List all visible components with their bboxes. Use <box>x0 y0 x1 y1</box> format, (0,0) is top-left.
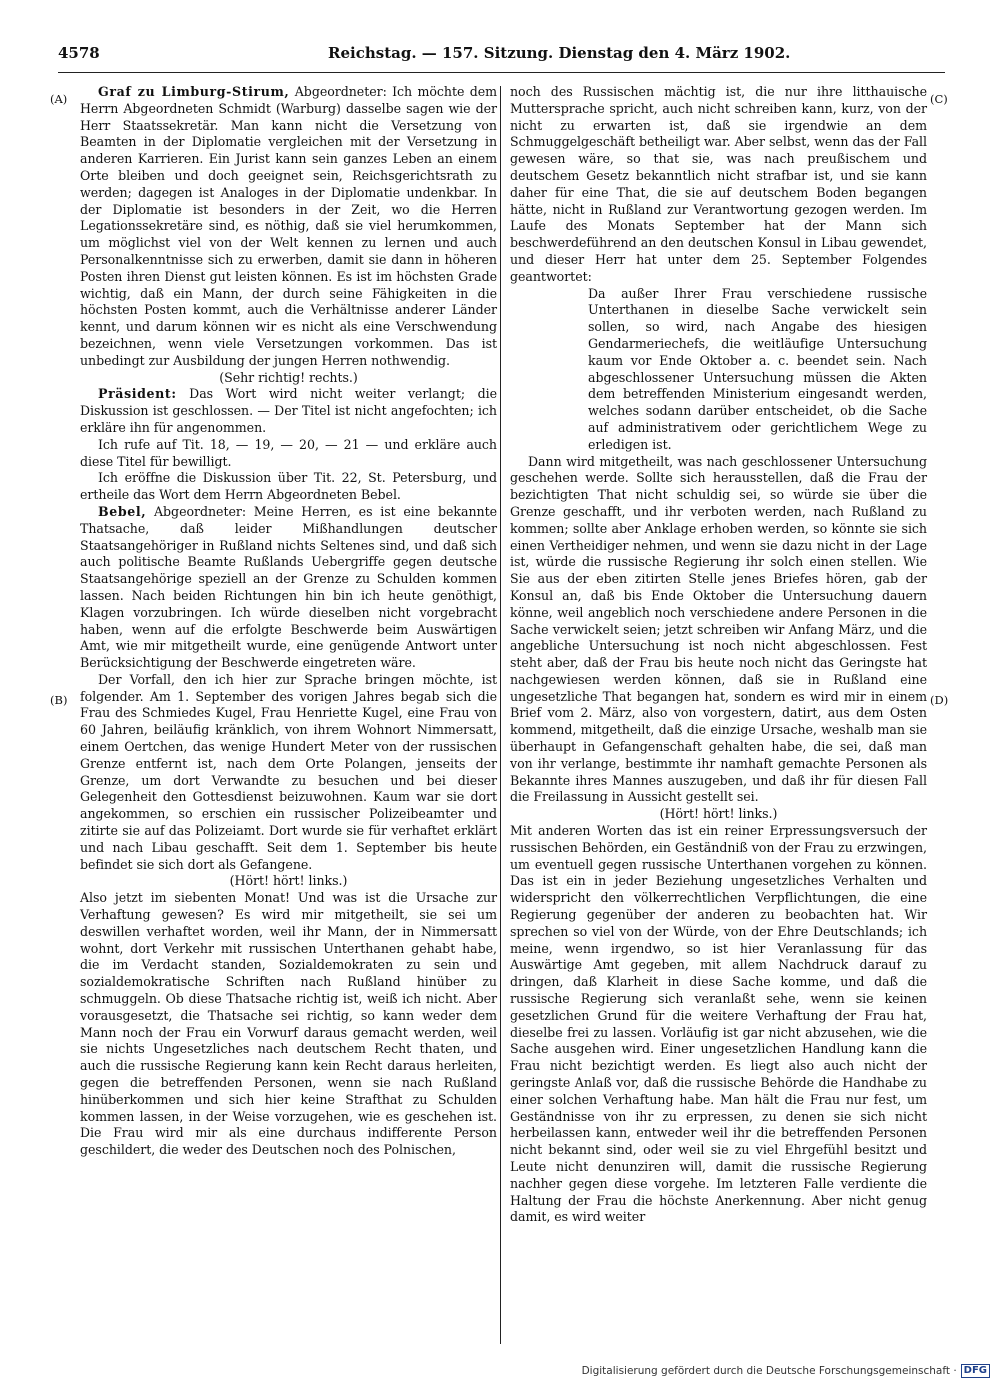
paragraph: Ich eröffne die Diskussion über Tit. 22, St. Petersburg, und ertheile das Wort dem Herrn Abgeordneten Bebel. <box>80 470 497 503</box>
margin-marker-b: (B) <box>50 693 68 707</box>
left-column <box>80 84 497 1159</box>
paragraph: noch des Russischen mächtig ist, die nur ihre litthauische Muttersprache spricht, auch nicht schreiben kann, kurz, von der nicht zu erwarten ist, daß sie irgendwie an dem Schmuggelgeschäft betheiligt war. Aber selbst, wenn das der Fall gewesen wäre, so that sie, was nach preußischem und deutschem Gesetz bekanntlich nicht strafbar ist, und sie kann daher für eine That, die sie auf deutschem Boden begangen hätte, nicht in Rußland zur Verantwortung gezogen werden. Im Laufe des Monats September hat der Mann sich beschwerdeführend an den deutschen Konsul in Libau gewendet, und dieser Herr hat unter dem 25. September Folgendes geantwortet: <box>510 84 927 284</box>
paragraph: Dann wird mitgetheilt, was nach geschlossener Untersuchung geschehen werde. Sollte sich herausstellen, daß die Frau der bezichtigten That nicht schuldig sei, so würde sie über die Grenze geschafft, und ihr verboten werden, nach Rußland zu kommen; sollte aber Anklage erhoben werden, so könnte sie sich einen Vertheidiger nehmen, und wenn sie dazu nicht in der Lage ist, würde die russische Regierung ihr solch einen stellen. Wie Sie aus der eben zitirten Stelle jenes Briefes hören, gab der Konsul an, daß bis Ende Oktober die Untersuchung dauern könne, weil angeblich noch verschiedene andere Personen in die Sache verwickelt seien; jetzt schreiben wir Anfang März, und die angebliche Untersuchung ist noch nicht abgeschlossen. Fest steht aber, daß der Frau bis heute noch nicht das Geringste hat nachgewiesen werden können, daß sie in Rußland eine ungesetzliche That begangen hat, sondern es wird mir in einem Brief vom 2. März, also von vorgestern, datirt, aus dem Osten kommend, mitgetheilt, daß die einzige Ursache, weshalb man sie überhaupt in Gefangenschaft gehalten habe, die sei, daß man von ihr verlange, bestimmte ihr namhaft gemachte Personen als Bekannte ihres Mannes auszugeben, und daß ihr für diesen Fall die Freilassung in Aussicht gestellt sei. <box>510 453 927 805</box>
dfg-logo: DFG <box>961 1364 990 1378</box>
column-divider <box>500 86 501 1344</box>
speaker-name: Bebel, <box>98 503 147 519</box>
footer-text: Digitalisierung gefördert durch die Deutsche Forschungsgemeinschaft · <box>581 1365 957 1377</box>
paragraph: Also jetzt im siebenten Monat! Und was ist die Ursache zur Verhaftung gewesen? Es wird mir mitgetheilt, sie sei um deswillen verhaftet worden, weil ihr Mann, der in Nimmersatt wohnt, dort Verkehr mit russischen Unterthanen gehabt habe, die im Verdacht standen, Sozialdemokraten zu sein und sozialdemokratische Schriften nach Rußland hinüber zu schmuggeln. Ob diese Thatsache richtig ist, weiß ich nicht. Aber vorausgesetzt, die Thatsache sei richtig, so kann weder dem Mann noch der Frau ein Vorwurf daraus gemacht werden, weil sie nichts Ungesetzliches nach deutschem Recht thaten, und auch die russische Regierung kann kein Recht daraus herleiten, gegen die betreffenden Personen, wenn sie nach Rußland hinüberkommen und sich hier keine Strafthat zu Schulden kommen lassen, in der Weise vorzugehen, wie es geschehen ist. Die Frau wird mir als eine durchaus indifferente Person geschildert, die weder des Deutschen noch des Polnischen, <box>80 890 497 1158</box>
page-number: 4578 <box>58 44 100 62</box>
paragraph <box>80 386 497 436</box>
margin-marker-a: (A) <box>50 92 68 106</box>
quoted-letter: Da außer Ihrer Frau verschiedene russische Unterthanen in dieselbe Sache verwickelt sein sollen, so wird, nach Angabe des hiesigen Gendarmeriechefs, die weitläufige Untersuchung kaum vor Ende Oktober a. c. beendet sein. Nach abgeschlossener Untersuchung müssen die Akten dem betreffenden Ministerium eingesandt werden, welches sodann darüber entscheidet, ob die Sache auf administrativem oder gerichtlichem Wege zu erledigen ist. <box>588 285 927 452</box>
interjection: (Sehr richtig! rechts.) <box>219 369 358 385</box>
margin-marker-c: (C) <box>930 92 948 106</box>
paragraph-text: Das Wort wird nicht weiter verlangt; die Diskussion ist geschlossen. — Der Titel ist nicht angefochten; ich erkläre ihn für angenommen. <box>80 386 497 435</box>
paragraph-text: Abgeordneter: Meine Herren, es ist eine bekannte Thatsache, daß leider Mißhandlungen deutscher Staatsangehöriger in Rußland nichts Seltenes sind, und daß sich auch politische Beamte Rußlands Uebergriffe gegen deutsche Staatsangehörige speziell an der Grenze zu Schulden kommen lassen. Nach beiden Richtungen hin bin ich heute genöthigt, Klagen vorzubringen. Ich würde dieselben nicht vorgebracht haben, wenn auf die erfolgte Beschwerde beim Auswärtigen Amt, wie mir mitgetheilt wurde, eine genügende Antwort unter Berücksichtigung der Beschwerde eingetreten wäre. <box>80 503 497 671</box>
speaker-name: Präsident: <box>98 386 177 402</box>
paragraph-text: Abgeordneter: Ich möchte dem Herrn Abgeordneten Schmidt (Warburg) dasselbe sagen wie der Herr Staatssekretär. Man kann nicht die Versetzung von Beamten in der Diplomatie vergleichen mit der Versetzung in anderen Karrieren. Ein Jurist kann sein ganzes Leben an einem Orte bleiben und doch geeignet sein, Reichsgerichtsrath zu werden; dagegen ist Analoges in der Diplomatie undenkbar. In der Diplomatie ist besonders in der Zeit, wo die Herren Legationssekretäre sind, es nöthig, daß sie viel herumkommen, um möglichst viel von der Welt kennen zu lernen und auch Personalkenntnisse sich zu erwerben, damit sie dann in höheren Posten ihren Dienst gut leisten können. Es ist im höchsten Grade wichtig, daß ein Mann, der durch seine Fähigkeiten in die höchsten Posten kommt, auch die Verhältnisse anderer Länder kennt, und darum können wir es nicht als eine Verschwendung bezeichnen, wenn viele Versetzungen vorkommen. Das ist unbedingt zur Ausbildung der jungen Herren nothwendig. <box>80 84 498 368</box>
paragraph: Ich rufe auf Tit. 18, — 19, — 20, — 21 — und erkläre auch diese Titel für bewilligt. <box>80 436 497 469</box>
header-rule <box>58 72 945 73</box>
margin-marker-d: (D) <box>930 693 949 707</box>
paragraph <box>80 504 497 672</box>
page-header <box>58 40 945 68</box>
footer <box>582 1363 990 1379</box>
interjection: (Hört! hört! links.) <box>229 873 348 889</box>
interjection: (Hört! hört! links.) <box>659 806 778 822</box>
paragraph: Der Vorfall, den ich hier zur Sprache bringen möchte, ist folgender. Am 1. September des vorigen Jahres begab sich die Frau des Schmiedes Kugel, Frau Henriette Kugel, eine Frau von 60 Jahren, beiläufig kränklich, von ihrem Wohnort Nimmersatt, einem Oertchen, das wenige Hundert Meter von der russischen Grenze entfernt ist, nach dem Orte Polangen, jenseits der Grenze, um dort Verwandte zu besuchen und bei dieser Gelegenheit den Gottesdienst beizuwohnen. Kaum war sie dort angekommen, so erschien ein russischer Polizeibeamter und zitirte sie auf das Polizeiamt. Dort wurde sie für verhaftet erklärt und nach Libau geschafft. Seit dem 1. September bis heute befindet sie sich dort als Gefangene. <box>80 671 497 872</box>
speaker-name: Graf zu Limburg-Stirum, <box>98 84 290 99</box>
paragraph: Mit anderen Worten das ist ein reiner Erpressungsversuch der russischen Behörden, ein Geständniß von der Frau zu erzwingen, um eventuell gegen russische Unterthanen vorgehen zu können. Das ist ein in jeder Beziehung ungesetzliches Verhalten und widerspricht den völkerrechtlichen Verpflichtungen, die eine Regierung gegenüber der anderen zu beobachten hat. Wir sprechen so viel von der Würde, von der Ehre Deutschlands; ich meine, wenn irgendwo, so ist hier Veranlassung für das Auswärtige Amt gegeben, mit allem Nachdruck darauf zu dringen, daß Klarheit in diese Sache komme, und daß die russische Regierung sich veranlaßt sehe, wenn sie keinen gesetzlichen Grund für die weitere Verhaftung der Frau hat, dieselbe frei zu lassen. Vorläufig ist gar nicht abzusehen, wie die Sache ausgehen wird. Einer ungesetzlichen Handlung kann die Frau nicht bezichtigt werden. Es liegt also auch nicht der geringste Anlaß vor, daß die russische Behörde die Handhabe zu einer solchen Verhaftung habe. Man hält die Frau nur fest, um Geständnisse von ihr zu erpressen, zu denen sie sich nicht herbeilassen kann, entweder weil ihr die betreffenden Personen nicht bekannt sind, oder weil sie zu viel Ehrgefühl besitzt und Leute nicht denunziren will, damit die russische Regierung nachher gegen diese vorgehe. Im letzteren Falle verdiente die Haltung der Frau die höchste Anerkennung. Aber nicht genug damit, es wird weiter <box>510 823 927 1225</box>
running-title: Reichstag. — 157. Sitzung. Dienstag den 4. März 1902. <box>328 44 791 62</box>
right-column <box>510 84 927 1226</box>
paragraph <box>80 84 497 370</box>
